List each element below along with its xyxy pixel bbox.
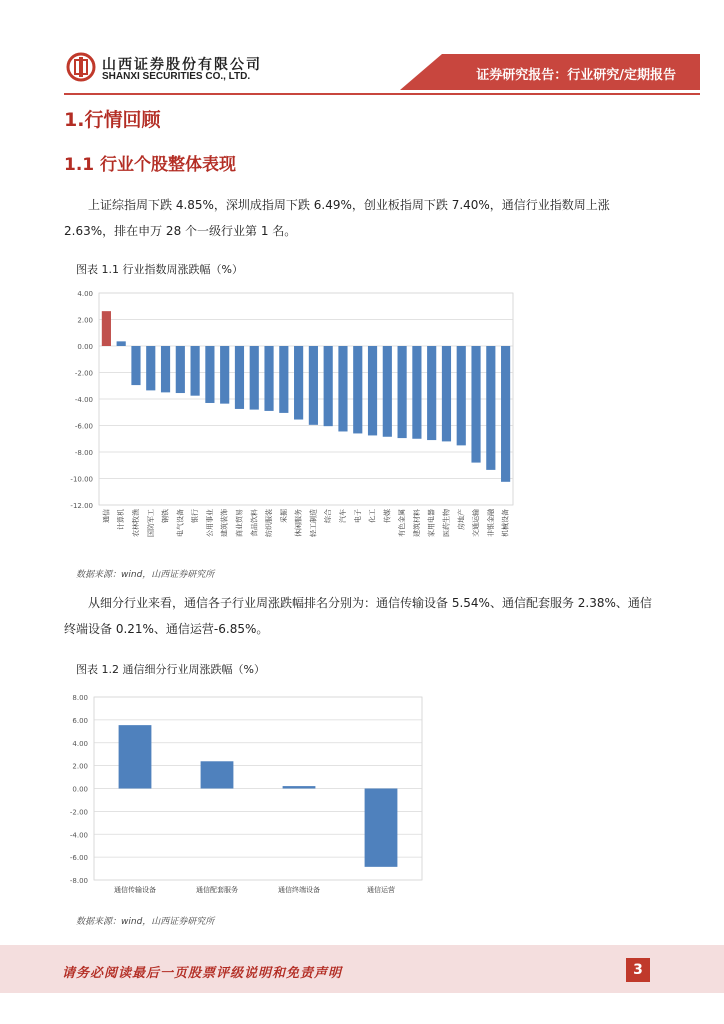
bar bbox=[368, 346, 377, 435]
bar bbox=[398, 346, 407, 438]
y-tick-label: 4.00 bbox=[72, 739, 88, 748]
bar bbox=[486, 346, 495, 470]
bar bbox=[283, 786, 316, 788]
company-name-cn: 山西证券股份有限公司 bbox=[102, 57, 262, 73]
bar bbox=[176, 346, 185, 393]
y-tick-label: 4.00 bbox=[77, 290, 93, 298]
bar bbox=[250, 346, 259, 410]
x-tick-label: 通信运营 bbox=[367, 886, 395, 894]
x-tick-label: 汽车 bbox=[338, 509, 347, 523]
x-tick-label: 国防军工 bbox=[146, 509, 155, 537]
x-tick-label: 休闲服务 bbox=[294, 509, 303, 537]
bar bbox=[279, 346, 288, 413]
y-tick-label: -6.00 bbox=[69, 854, 88, 863]
bar bbox=[146, 346, 155, 390]
bar bbox=[102, 311, 111, 346]
report-type: 证券研究报告：行业研究/定期报告 bbox=[476, 68, 676, 83]
paragraph-market-review: 上证综指周下跌 4.85%，深圳成指周下跌 6.49%，创业板指周下跌 7.40%，通信行业指数周上涨 2.63%，排在申万 28 个一级行业第 1 名。 bbox=[64, 198, 610, 238]
y-tick-label: 2.00 bbox=[77, 316, 93, 325]
x-tick-label: 食品饮料 bbox=[250, 509, 259, 537]
x-tick-label: 纺织服装 bbox=[265, 509, 274, 537]
bar bbox=[235, 346, 244, 409]
x-tick-label: 综合 bbox=[324, 509, 333, 523]
x-tick-label: 化工 bbox=[368, 509, 377, 523]
x-tick-label: 通信配套服务 bbox=[196, 886, 238, 894]
x-tick-label: 房地产 bbox=[457, 509, 466, 530]
x-tick-label: 电子 bbox=[353, 509, 362, 523]
plot-area bbox=[94, 697, 422, 880]
bar bbox=[457, 346, 466, 445]
y-tick-label: 0.00 bbox=[77, 343, 93, 351]
x-tick-label: 轻工制造 bbox=[309, 509, 318, 537]
x-tick-label: 银行 bbox=[191, 509, 200, 523]
bar bbox=[201, 761, 234, 788]
company-logo-icon bbox=[66, 52, 96, 82]
figure-1-title: 图表 1.1 行业指数周涨跌幅（%） bbox=[76, 263, 243, 276]
bar bbox=[383, 346, 392, 437]
bar bbox=[324, 346, 333, 426]
x-tick-label: 计算机 bbox=[117, 509, 126, 530]
bar bbox=[471, 346, 480, 463]
bar bbox=[501, 346, 510, 482]
page-number: 3 bbox=[626, 958, 650, 982]
company-name-en: SHANXI SECURITIES CO., LTD. bbox=[102, 71, 251, 82]
y-tick-label: -8.00 bbox=[69, 877, 88, 885]
subsection-heading: 1.1 行业个股整体表现 bbox=[64, 155, 237, 175]
page-header bbox=[0, 0, 724, 95]
y-tick-label: 8.00 bbox=[72, 694, 88, 702]
x-tick-label: 商业贸易 bbox=[235, 509, 244, 537]
bar bbox=[353, 346, 362, 433]
y-tick-label: -4.00 bbox=[74, 396, 93, 404]
bar bbox=[365, 789, 398, 867]
bar bbox=[338, 346, 347, 431]
bar bbox=[264, 346, 273, 411]
x-tick-label: 有色金属 bbox=[398, 509, 407, 537]
x-tick-label: 交通运输 bbox=[472, 509, 481, 537]
plot-area bbox=[99, 293, 513, 505]
figure-1-source: 数据来源：wind，山西证券研究所 bbox=[76, 570, 215, 580]
y-tick-label: -12.00 bbox=[70, 502, 93, 510]
x-tick-label: 非银金融 bbox=[486, 508, 495, 537]
bar bbox=[131, 346, 140, 385]
bar bbox=[117, 341, 126, 346]
x-tick-label: 电气设备 bbox=[176, 509, 185, 537]
x-tick-label: 钢铁 bbox=[161, 509, 170, 523]
y-tick-label: 0.00 bbox=[72, 785, 88, 794]
bar bbox=[427, 346, 436, 440]
bar bbox=[442, 346, 451, 441]
x-tick-label: 农林牧渔 bbox=[131, 509, 140, 537]
y-tick-label: -6.00 bbox=[74, 422, 93, 431]
y-tick-label: 2.00 bbox=[72, 762, 88, 771]
bar bbox=[205, 346, 214, 403]
x-tick-label: 建筑材料 bbox=[412, 509, 421, 537]
x-tick-label: 传媒 bbox=[383, 509, 392, 523]
paragraph-subsector-review: 从细分行业来看，通信各子行业周涨跌幅排名分别为：通信传输设备 5.54%、通信配套服务 2.38%、通信终端设备 0.21%、通信运营-6.85%。 bbox=[64, 596, 652, 636]
bar bbox=[412, 346, 421, 439]
x-tick-label: 机械设备 bbox=[501, 509, 510, 537]
y-tick-label: -2.00 bbox=[74, 369, 93, 378]
figure-2-title: 图表 1.2 通信细分行业周涨跌幅（%） bbox=[76, 663, 265, 676]
y-tick-label: 6.00 bbox=[72, 716, 88, 725]
bar bbox=[220, 346, 229, 404]
y-tick-label: -10.00 bbox=[70, 475, 93, 484]
footer-disclaimer: 请务必阅读最后一页股票评级说明和免责声明 bbox=[62, 966, 343, 981]
x-tick-label: 医药生物 bbox=[442, 509, 451, 537]
x-tick-label: 建筑装饰 bbox=[220, 509, 229, 537]
x-tick-label: 采掘 bbox=[279, 509, 288, 523]
y-tick-label: -8.00 bbox=[74, 449, 93, 457]
section-heading: 1.行情回顾 bbox=[64, 109, 161, 131]
bar bbox=[309, 346, 318, 425]
x-tick-label: 通信终端设备 bbox=[278, 886, 320, 894]
x-tick-label: 公用事业 bbox=[205, 509, 214, 537]
x-tick-label: 通信传输设备 bbox=[114, 886, 156, 894]
y-tick-label: -2.00 bbox=[69, 808, 88, 817]
header-rule bbox=[64, 93, 700, 95]
x-tick-label: 通信 bbox=[102, 509, 111, 523]
bar bbox=[191, 346, 200, 396]
bar bbox=[294, 346, 303, 420]
x-tick-label: 家用电器 bbox=[427, 509, 436, 537]
bar bbox=[119, 725, 152, 788]
figure-2-source: 数据来源：wind，山西证券研究所 bbox=[76, 917, 215, 927]
bar bbox=[161, 346, 170, 392]
y-tick-label: -4.00 bbox=[69, 831, 88, 840]
